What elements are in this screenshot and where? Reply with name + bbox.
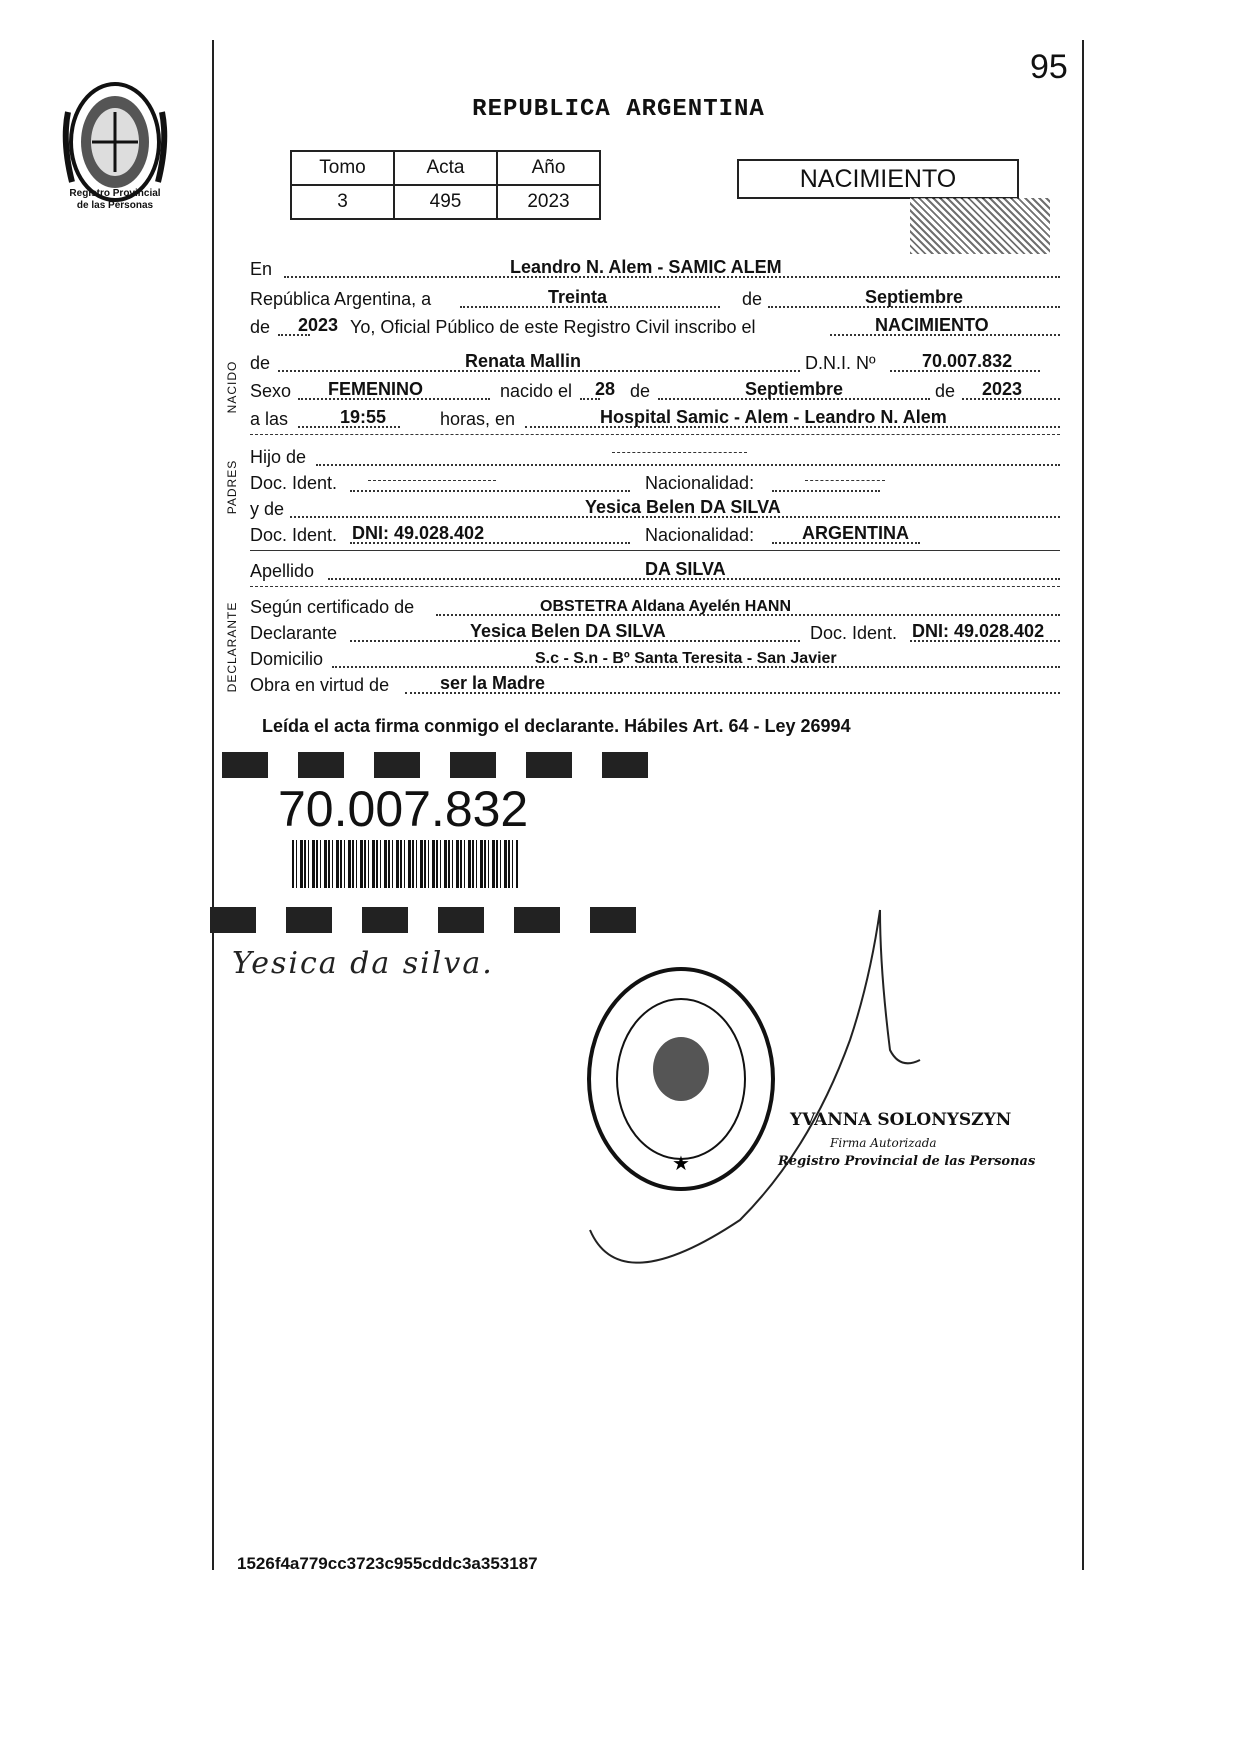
value-en: Leandro N. Alem - SAMIC ALEM	[510, 257, 782, 277]
row-obra	[250, 672, 1060, 696]
label-dni: D.N.I. Nº	[805, 353, 876, 373]
label-segun: Según certificado de	[250, 597, 415, 617]
value-year: 2023	[298, 315, 339, 335]
label-nac2: Nacionalidad:	[645, 525, 755, 545]
handwritten-signature: Yesica da silva.	[232, 946, 494, 981]
section-declarante: DECLARANTE	[225, 601, 239, 693]
value-obra: ser la Madre	[440, 673, 546, 693]
row-hijo	[250, 444, 1060, 468]
value-birth-day: 28	[595, 379, 616, 399]
section-padres: PADRES	[225, 459, 239, 515]
value-apellido: DA SILVA	[645, 559, 726, 579]
page-number: 95	[1030, 48, 1068, 86]
label-de5: de	[935, 381, 956, 401]
official-org: Registro Provincial de las Personas	[778, 1154, 1036, 1169]
dashed-separator-2	[250, 586, 1060, 587]
label-declarante: Declarante	[250, 623, 338, 643]
value-declarante: Yesica Belen DA SILVA	[470, 621, 666, 641]
official-signature-stroke	[580, 900, 1000, 1300]
table-header-anio: Año	[497, 151, 600, 185]
label-sexo: Sexo	[250, 381, 292, 401]
label-alas: a las	[250, 409, 289, 429]
row-doc1	[250, 470, 1060, 494]
label-inscribo: Yo, Oficial Público de este Registro Civil inscribo el	[350, 317, 756, 337]
official-name: YVANNA SOLONYSZYN	[790, 1110, 1012, 1130]
row-nombre	[250, 350, 1060, 374]
row-republica	[250, 286, 1060, 310]
label-doc1: Doc. Ident.	[250, 473, 338, 493]
label-horas: horas, en	[440, 409, 516, 429]
label-obra: Obra en virtud de	[250, 675, 390, 695]
value-mother-nat: ARGENTINA	[802, 523, 909, 543]
table-value-tomo: 3	[291, 185, 394, 219]
svg-text:★: ★	[672, 1151, 690, 1175]
value-certificado: OBSTETRA Aldana Ayelén HANN	[540, 598, 791, 615]
value-dni: 70.007.832	[922, 351, 1013, 371]
value-birth-year: 2023	[982, 379, 1023, 399]
document-hash: 1526f4a779cc3723c955cddc3a353187	[237, 1554, 538, 1573]
official-role: Firma Autorizada	[830, 1136, 937, 1150]
label-apellido: Apellido	[250, 561, 315, 581]
value-sexo: FEMENINO	[328, 379, 424, 399]
row-en	[250, 256, 1060, 280]
barcode	[292, 840, 518, 888]
row-inscribo	[250, 314, 1060, 338]
label-de2: de	[250, 317, 271, 337]
security-band-top	[222, 752, 652, 778]
right-margin-line	[1082, 40, 1084, 1570]
security-stamp	[910, 198, 1050, 254]
value-declarante-doc: DNI: 49.028.402	[912, 621, 1045, 641]
dashed-separator	[250, 434, 1060, 435]
section-separator	[250, 550, 1060, 551]
row-segun	[250, 594, 1060, 618]
label-doc2: Doc. Ident.	[250, 525, 338, 545]
record-type-box: NACIMIENTO	[737, 159, 1019, 199]
section-nacido: NACIDO	[225, 360, 239, 414]
table-value-anio: 2023	[497, 185, 600, 219]
reading-statement: Leída el acta firma conmigo el declarante. Hábiles Art. 64 - Ley 26994	[262, 716, 851, 736]
dni-big-number: 70.007.832	[278, 781, 529, 837]
label-republica: República Argentina, a	[250, 289, 432, 309]
value-birth-month: Septiembre	[745, 379, 844, 399]
label-domicilio: Domicilio	[250, 649, 324, 669]
row-declarante	[250, 620, 1060, 644]
left-margin-line	[212, 40, 214, 1570]
row-ydе	[250, 496, 1060, 520]
label-yde: y de	[250, 499, 285, 519]
row-apellido	[250, 558, 1060, 582]
label-doc3: Doc. Ident.	[810, 623, 898, 643]
label-de: de	[742, 289, 763, 309]
value-day: Treinta	[548, 287, 608, 307]
value-month: Septiembre	[865, 287, 964, 307]
table-header-acta: Acta	[394, 151, 497, 185]
label-en: En	[250, 259, 273, 279]
value-name: Renata Mallin	[465, 351, 582, 371]
value-mother-doc: DNI: 49.028.402	[352, 523, 485, 543]
value-domicilio: S.c - S.n - Bº Santa Teresita - San Javier	[535, 650, 837, 667]
value-inscribo: NACIMIENTO	[875, 315, 989, 335]
record-table	[290, 150, 601, 220]
label-de4: de	[630, 381, 651, 401]
table-value-acta: 495	[394, 185, 497, 219]
label-nacido: nacido el	[500, 381, 573, 401]
row-domicilio	[250, 646, 1060, 670]
value-birth-place: Hospital Samic - Alem - Leandro N. Alem	[600, 407, 947, 427]
label-nac1: Nacionalidad:	[645, 473, 755, 493]
document-title: REPUBLICA ARGENTINA	[472, 96, 765, 123]
row-sexo	[250, 378, 1060, 402]
table-header-tomo: Tomo	[291, 151, 394, 185]
logo-caption-line1: Registro Provincial	[69, 188, 161, 199]
value-birth-time: 19:55	[340, 407, 387, 427]
label-de3: de	[250, 353, 271, 373]
logo-caption-line2: de las Personas	[76, 200, 154, 211]
row-doc2	[250, 522, 1060, 546]
row-alas	[250, 406, 1060, 430]
logo-caption	[40, 188, 190, 212]
label-hijo: Hijo de	[250, 447, 307, 467]
value-mother: Yesica Belen DA SILVA	[585, 497, 781, 517]
